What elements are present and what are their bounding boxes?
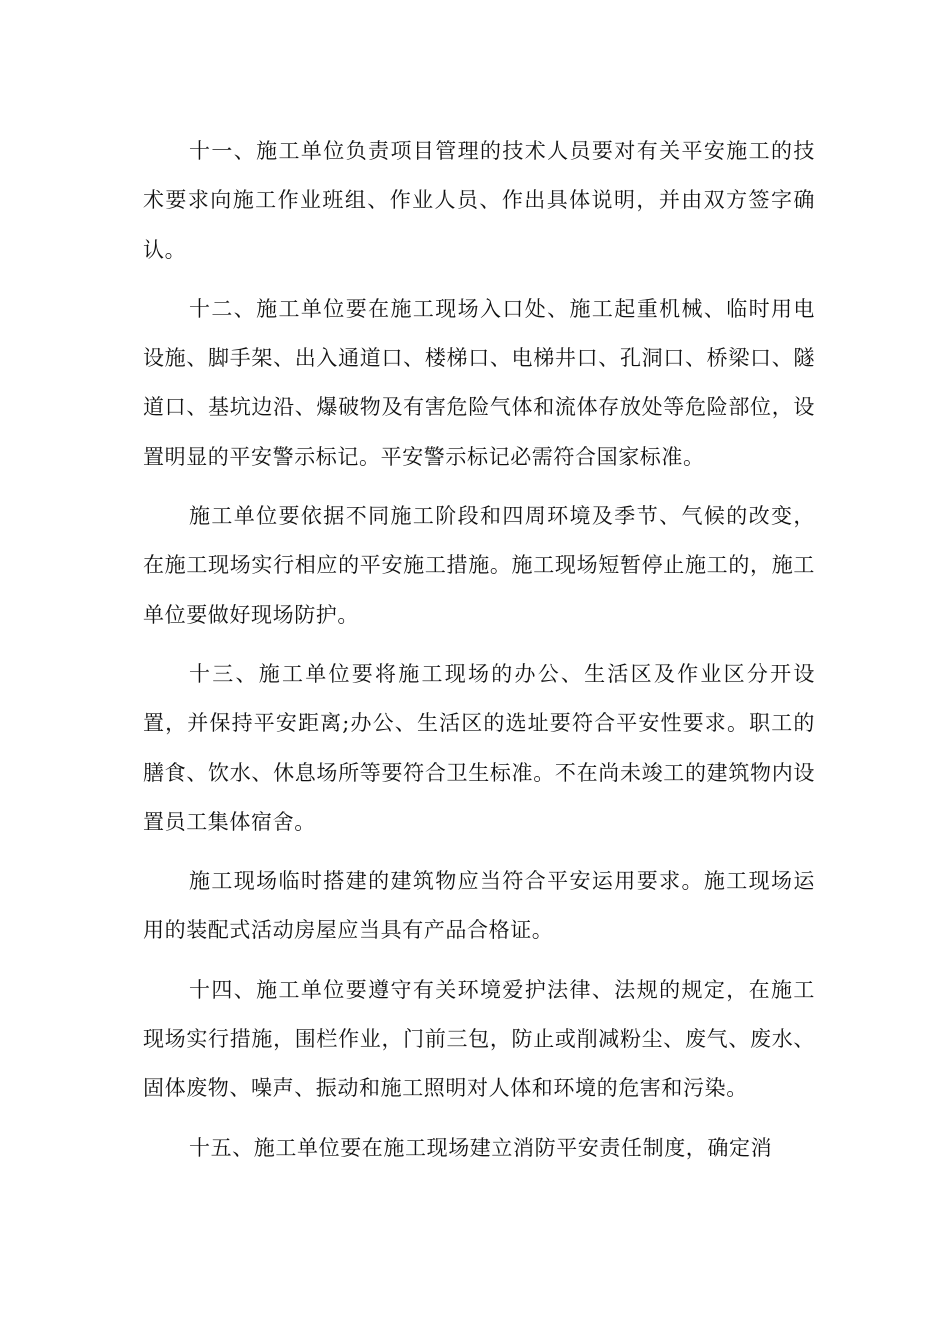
paragraph-item-14: 十四、施工单位要遵守有关环境爱护法律、法规的规定，在施工现场实行措施，围栏作业，门前三包，防止或削减粉尘、废气、废水、固体废物、噪声、振动和施工照明对人体和环境的危害和污染。 [143,977,815,1101]
paragraph-item-12: 十二、施工单位要在施工现场入口处、施工起重机械、临时用电设施、脚手架、出入通道口、楼梯口、电梯井口、孔洞口、桥梁口、隧道口、基坑边沿、爆破物及有害危险气体和流体存放处等危险部位，设置明显的平安警示标记。平安警示标记必需符合国家标准。 [143,296,815,469]
paragraph-temporary-buildings: 施工现场临时搭建的建筑物应当符合平安运用要求。施工现场运用的装配式活动房屋应当具有产品合格证。 [143,869,815,943]
document-body [143,127,815,1183]
paragraph-item-15: 十五、施工单位要在施工现场建立消防平安责任制度，确定消 [189,1135,773,1160]
paragraph-seasonal-measures: 施工单位要依据不同施工阶段和四周环境及季节、气候的改变，在施工现场实行相应的平安施工措施。施工现场短暂停止施工的，施工单位要做好现场防护。 [143,504,815,627]
paragraph-item-11: 十一、施工单位负责项目管理的技术人员要对有关平安施工的技术要求向施工作业班组、作业人员、作出具体说明，并由双方签字确认。 [143,139,815,262]
paragraph-item-13: 十三、施工单位要将施工现场的办公、生活区及作业区分开设置，并保持平安距离;办公、生活区的选址要符合平安性要求。职工的膳食、饮水、休息场所等要符合卫生标准。不在尚未竣工的建筑物内设置员工集体宿舍。 [143,661,815,834]
